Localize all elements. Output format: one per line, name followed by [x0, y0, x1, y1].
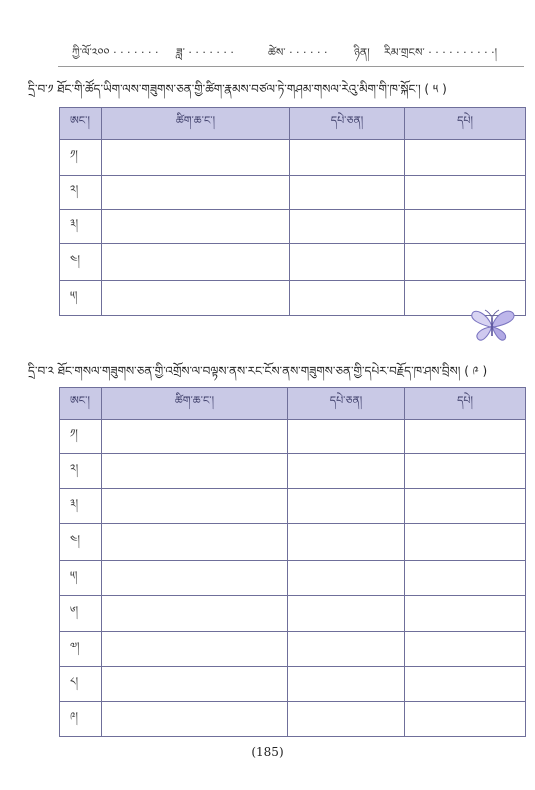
answer-cell-word[interactable] [102, 244, 290, 281]
column-header-number: ཨང་། [60, 388, 102, 420]
row-number: ༩། [60, 702, 102, 737]
row-number: ༧། [60, 632, 102, 667]
answer-cell-example[interactable] [405, 667, 526, 702]
page-header [72, 40, 522, 59]
row-number: ༤། [60, 244, 102, 281]
question-1-table [59, 107, 526, 316]
column-header-word: ཚིག་ཆ་ང་། [102, 108, 290, 140]
answer-cell-word[interactable] [102, 702, 288, 737]
table-row [60, 140, 526, 176]
column-header-number: ཨང་། [60, 108, 102, 140]
answer-cell-word[interactable] [102, 420, 288, 454]
table-row [60, 454, 526, 489]
row-number: ༢། [60, 454, 102, 489]
header-month: ཟླ་ · · · · · · · [176, 46, 234, 59]
answer-cell-example-type[interactable] [288, 561, 405, 596]
row-number: ༡། [60, 420, 102, 454]
answer-cell-example-type[interactable] [290, 176, 405, 210]
row-number: ༣། [60, 210, 102, 244]
row-number: ༦། [60, 596, 102, 632]
header-weekday: ཉིན། [354, 46, 370, 59]
answer-cell-word[interactable] [102, 210, 290, 244]
answer-cell-example[interactable] [405, 702, 526, 737]
table-row [60, 244, 526, 281]
answer-cell-example-type[interactable] [288, 489, 405, 524]
row-number: ༥། [60, 561, 102, 596]
column-header-example-type: དཔེ་ཅན། [288, 388, 405, 420]
answer-cell-example-type[interactable] [288, 524, 405, 561]
table-header-row [60, 388, 526, 420]
answer-cell-example-type[interactable] [288, 454, 405, 489]
answer-cell-example-type[interactable] [288, 667, 405, 702]
answer-cell-example-type[interactable] [290, 244, 405, 281]
header-rule [58, 66, 524, 67]
answer-cell-word[interactable] [102, 596, 288, 632]
table-row [60, 596, 526, 632]
answer-cell-example-type[interactable] [288, 702, 405, 737]
table-row [60, 561, 526, 596]
column-header-example: དཔེ། [405, 388, 526, 420]
header-year: ཀྱི་ལོ་༢༠༠ · · · · · · · [72, 46, 159, 59]
table-row [60, 281, 526, 316]
table-row [60, 489, 526, 524]
answer-cell-example-type[interactable] [290, 281, 405, 316]
column-header-example: དཔེ། [405, 108, 526, 140]
answer-cell-example-type[interactable] [288, 596, 405, 632]
table-header-row [60, 108, 526, 140]
table-row [60, 420, 526, 454]
header-day: ཚེས་ · · · · · · [268, 46, 328, 59]
question-2-table [59, 387, 526, 737]
row-number: ༨། [60, 667, 102, 702]
question-1-text: དྲི་བ་༡ ཐོང་གི་ཚོད་ཡིག་ལས་གཟུགས་ཅན་གྱི་ཚིག་རྣམས་བཙལ་ཏེ་གཤམ་གསལ་རེའུ་མིག་གི་ཁ་སྐོང་། ( ༥ ) [28, 82, 447, 96]
table-row [60, 632, 526, 667]
row-number: ༡། [60, 140, 102, 176]
row-number: ༥། [60, 281, 102, 316]
table-row [60, 702, 526, 737]
answer-cell-word[interactable] [102, 176, 290, 210]
answer-cell-example-type[interactable] [288, 632, 405, 667]
table-row [60, 210, 526, 244]
answer-cell-word[interactable] [102, 454, 288, 489]
table-row [60, 524, 526, 561]
answer-cell-example[interactable] [405, 210, 526, 244]
table-row [60, 667, 526, 702]
answer-cell-example[interactable] [405, 140, 526, 176]
page-number: (185) [251, 745, 284, 759]
answer-cell-example[interactable] [405, 420, 526, 454]
answer-cell-example[interactable] [405, 489, 526, 524]
column-header-example-type: དཔེ་ཅན། [290, 108, 405, 140]
row-number: ༤། [60, 524, 102, 561]
answer-cell-example[interactable] [405, 596, 526, 632]
answer-cell-example[interactable] [405, 632, 526, 667]
answer-cell-word[interactable] [102, 524, 288, 561]
answer-cell-word[interactable] [102, 489, 288, 524]
answer-cell-example[interactable] [405, 454, 526, 489]
table-row [60, 176, 526, 210]
answer-cell-example-type[interactable] [290, 140, 405, 176]
answer-cell-example[interactable] [405, 176, 526, 210]
question-2-text: དྲི་བ་༢ ཐོང་གསལ་གཟུགས་ཅན་གྱི་འགྲོས་ལ་བལྟས་ནས་རང་ངོས་ནས་གཟུགས་ཅན་གྱི་དཔེར་བརྗོད་ཁ་ཤས་བྲིས། ( ༩ ) [28, 364, 488, 378]
answer-cell-example[interactable] [405, 244, 526, 281]
answer-cell-word[interactable] [102, 140, 290, 176]
row-number: ༣། [60, 489, 102, 524]
answer-cell-word[interactable] [102, 632, 288, 667]
answer-cell-word[interactable] [102, 667, 288, 702]
butterfly-icon [468, 306, 516, 344]
row-number: ༢། [60, 176, 102, 210]
answer-cell-example[interactable] [405, 561, 526, 596]
answer-cell-word[interactable] [102, 281, 290, 316]
header-serial: རིམ་གྲངས་ · · · · · · · · · ·། [384, 46, 498, 59]
column-header-word: ཚིག་ཆ་ང་། [102, 388, 288, 420]
answer-cell-example-type[interactable] [290, 210, 405, 244]
answer-cell-example[interactable] [405, 524, 526, 561]
answer-cell-word[interactable] [102, 561, 288, 596]
answer-cell-example-type[interactable] [288, 420, 405, 454]
